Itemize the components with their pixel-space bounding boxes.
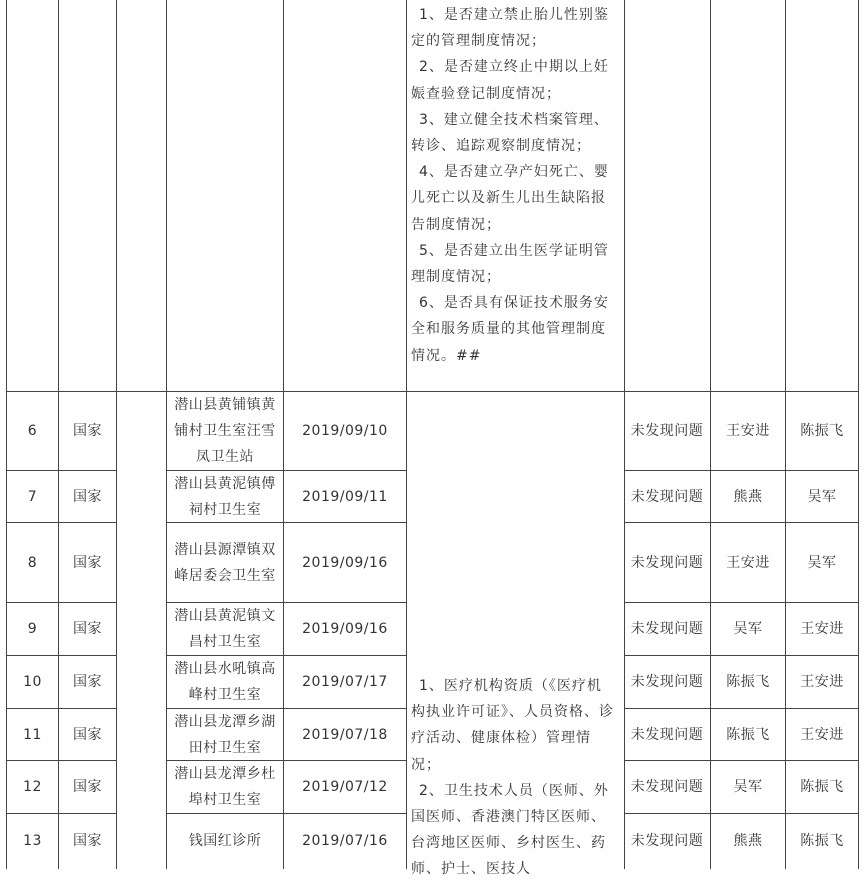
row-date: 2019/09/11: [302, 488, 388, 505]
row-date: 2019/09/10: [302, 423, 388, 439]
row-level: 国家: [73, 423, 102, 439]
row-level: 国家: [73, 488, 102, 505]
grid-line: [116, 0, 117, 869]
row-checker-1: 熊燕: [733, 488, 763, 505]
check-item: 5、是否建立出生医学证明管理制度情况；: [411, 242, 609, 286]
row-unit: 潜山县龙潭乡湖田村卫生室: [174, 713, 276, 756]
row-date: 2019/07/17: [302, 674, 388, 690]
row-number: 6: [27, 423, 38, 439]
row-level: 国家: [73, 833, 102, 849]
check-items-lower: [411, 673, 616, 878]
row-checker-1: 熊燕: [733, 833, 763, 849]
row-result: 未发现问题: [630, 488, 704, 505]
row-number: 7: [27, 488, 38, 505]
row-date: 2019/09/16: [302, 621, 388, 637]
row-number: 10: [23, 674, 42, 690]
row-checker-2: 王安进: [800, 621, 844, 637]
row-checker-2: 陈振飞: [800, 833, 844, 849]
grid-line: [166, 0, 167, 869]
row-level: 国家: [73, 726, 102, 743]
row-unit: 潜山县黄铺镇黄铺村卫生室汪雪凤卫生站: [174, 397, 276, 465]
row-result: 未发现问题: [630, 621, 704, 637]
check-item: 2、是否建立终止中期以上妊娠查验登记制度情况；: [411, 59, 609, 102]
row-level: 国家: [73, 621, 102, 637]
row-checker-1: 吴军: [733, 621, 763, 637]
row-checker-2: 王安进: [800, 726, 844, 743]
row-number: 11: [23, 726, 42, 743]
row-level: 国家: [73, 779, 102, 795]
row-checker-1: 王安进: [726, 554, 770, 571]
grid-line: [624, 0, 625, 869]
row-checker-2: 陈振飞: [800, 423, 844, 439]
row-level: 国家: [73, 554, 102, 571]
row-number: 8: [27, 554, 38, 571]
row-number: 13: [23, 833, 42, 849]
check-item: 2、卫生技术人员（医师、外国医师、香港澳门特区医师、台湾地区医师、乡村医生、药师、护士、医技人: [411, 782, 609, 878]
row-checker-2: 吴军: [807, 488, 837, 505]
row-unit: 潜山县黄泥镇傅祠村卫生室: [174, 475, 276, 518]
row-date: 2019/07/18: [302, 726, 388, 743]
row-checker-2: 王安进: [800, 674, 844, 690]
row-level: 国家: [73, 674, 102, 690]
row-checker-2: 陈振飞: [800, 779, 844, 795]
row-checker-1: 王安进: [726, 423, 770, 439]
row-result: 未发现问题: [630, 779, 704, 795]
row-unit: 潜山县水吼镇高峰村卫生室: [174, 661, 276, 703]
row-number: 9: [27, 621, 38, 637]
check-item: 4、是否建立孕产妇死亡、婴儿死亡以及新生儿出生缺陷报告制度情况；: [411, 164, 609, 233]
row-result: 未发现问题: [630, 554, 704, 571]
row-date: 2019/07/12: [302, 779, 388, 795]
check-item: 1、医疗机构资质（《医疗机构执业许可证》、人员资格、诊疗活动、健康体检）管理情况；: [411, 678, 614, 773]
check-item: 6、是否具有保证技术服务安全和服务质量的其他管理制度情况。##: [411, 295, 609, 364]
row-checker-2: 吴军: [807, 554, 837, 571]
row-result: 未发现问题: [630, 833, 704, 849]
row-number: 12: [23, 779, 42, 795]
row-date: 2019/09/16: [302, 554, 388, 571]
grid-line: [406, 0, 407, 869]
row-result: 未发现问题: [630, 674, 704, 690]
row-checker-1: 陈振飞: [726, 726, 770, 743]
check-item: 3、建立健全技术档案管理、转诊、追踪观察制度情况；: [411, 111, 609, 155]
row-unit: 潜山县龙潭乡杜埠村卫生室: [174, 766, 276, 808]
check-items-upper: [411, 2, 616, 369]
row-unit: 钱国红诊所: [188, 833, 262, 849]
row-checker-1: 吴军: [733, 779, 763, 795]
check-item: 1、是否建立禁止胎儿性别鉴定的管理制度情况；: [411, 7, 609, 50]
row-result: 未发现问题: [630, 726, 704, 743]
row-result: 未发现问题: [630, 423, 704, 439]
row-unit: 潜山县黄泥镇文昌村卫生室: [174, 608, 276, 650]
row-date: 2019/07/16: [302, 833, 388, 849]
grid-line: [858, 0, 859, 869]
row-checker-1: 陈振飞: [726, 674, 770, 690]
row-unit: 潜山县源潭镇双峰居委会卫生室: [174, 541, 276, 584]
